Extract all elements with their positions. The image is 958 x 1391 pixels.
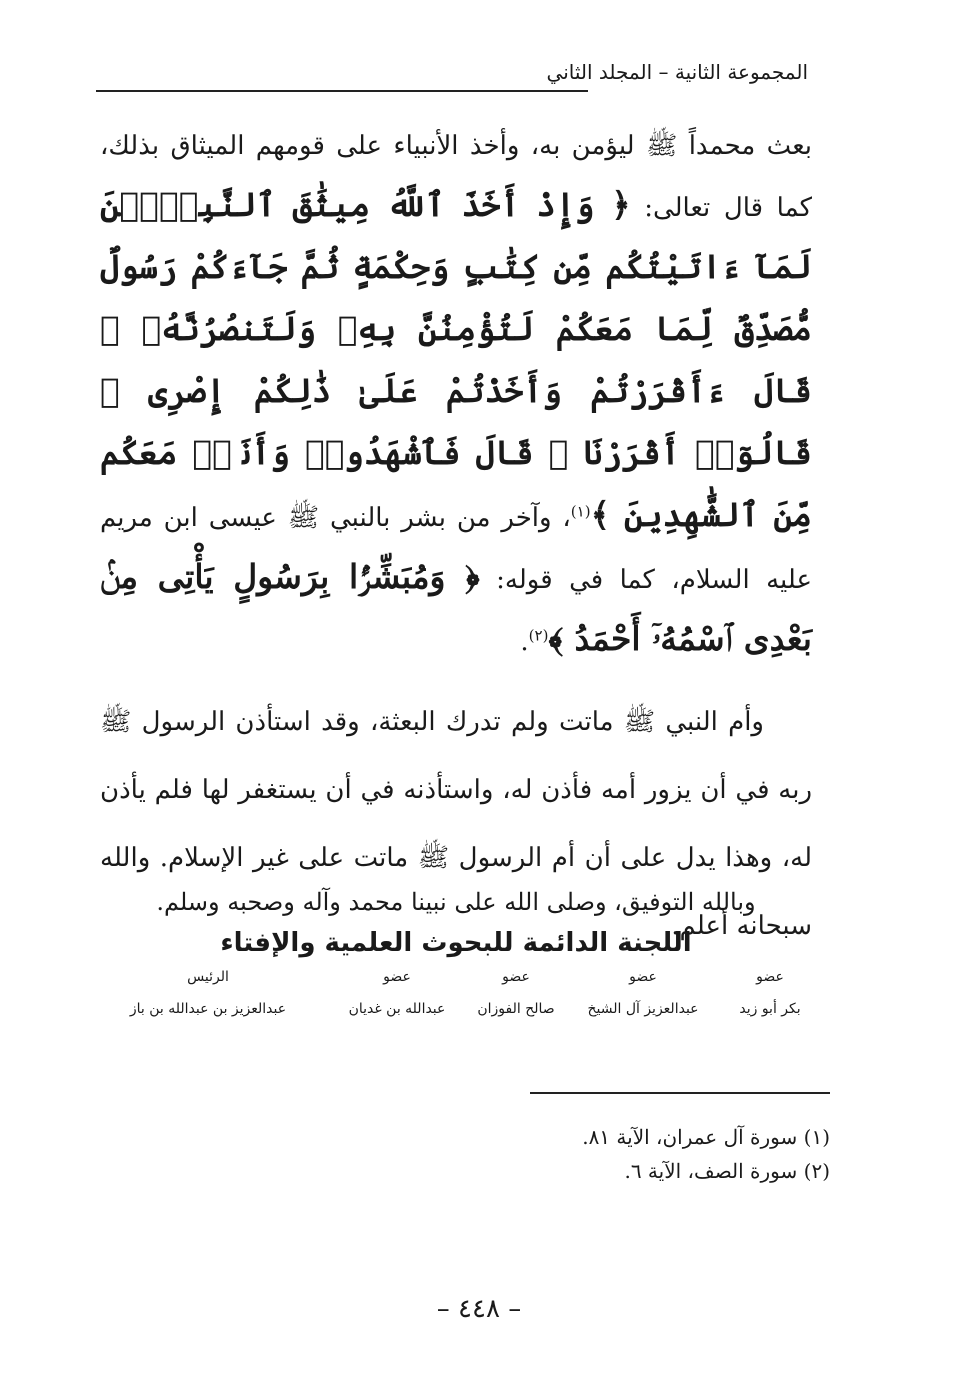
header-rule	[96, 90, 588, 92]
header-title: المجموعة الثانية – المجلد الثاني	[546, 60, 808, 84]
footnote-1: (١) سورة آل عمران، الآية ٨١.	[582, 1125, 830, 1149]
running-header	[96, 58, 808, 98]
signatory-name: عبدالله بن غديان	[348, 1001, 446, 1017]
signatory-name: عبدالعزيز بن عبدالله بن باز	[129, 1001, 287, 1017]
signatory-4	[338, 966, 456, 1020]
para1-intro: بعث محمداً ﷺ ليؤمن به، وأخذ الأنبياء على قومهم الميثاق بذلك، كما قال تعالى:	[100, 131, 812, 223]
quran-verse-2: ﴿ وَمُبَشِّرًۢا بِرَسُولٍ يَأْتِى مِنۢ بَعْدِى ٱسْمُهُۥٓ أَحْمَدُ ﴾	[100, 557, 812, 658]
signatory-1	[722, 966, 818, 1020]
signatory-role: عضو	[629, 969, 657, 985]
signatory-name: بكر أبو زيد	[739, 1001, 801, 1017]
page-number: – ٤٤٨ –	[436, 1294, 522, 1324]
signatory-name: صالح الفوزان	[477, 1001, 555, 1017]
paragraph-2: وأم النبي ﷺ ماتت ولم تدرك البعثة، وقد استأذن الرسول ﷺ ربه في أن يزور أمه فأذن له، واستأذنه في أن يستغفر لها فلم يأذن له، وهذا يدل على أن أم الرسول ﷺ ماتت على غير الإسلام. والله سبحانه أعلم.	[100, 707, 812, 941]
footnotes	[150, 1120, 830, 1188]
committee-name: اللجنة الدائمة للبحوث العلمية والإفتاء	[220, 928, 692, 958]
signatory-role: الرئيس	[187, 969, 229, 985]
signatory-role: عضو	[502, 969, 530, 985]
quran-verse-1: ﴿ وَإِذْ أَخَذَ ٱللَّهُ مِيثَٰقَ ٱلنَّبِيِّۧنَ لَمَآ ءَاتَيْتُكُم مِّن كِتَٰبٍ وَحِكْمَةٍ ثُمَّ جَآءَكُمْ رَسُولٌ مُّصَدِّقٌ لِّمَا مَعَكُمْ لَتُؤْمِنُنَّ بِهِۦ وَلَتَنصُرُنَّهُۥ ۚ قَالَ ءَأَقْرَرْتُمْ وَأَخَذْتُمْ عَلَىٰ ذَٰلِكُمْ إِصْرِى ۖ قَالُوٓا۟ أَقْرَرْنَا ۚ قَالَ فَٱشْهَدُوا۟ وَأَنَا۠ مَعَكُم مِّنَ ٱلشَّٰهِدِينَ ﴾	[100, 185, 813, 534]
signatory-3	[466, 966, 566, 1020]
footnote-2: (٢) سورة الصف، الآية ٦.	[624, 1159, 830, 1183]
signatory-role: عضو	[383, 969, 411, 985]
closing-line: وبالله التوفيق، وصلى الله على نبينا محمد وآله وصحبه وسلم.	[156, 888, 756, 916]
footnote-rule	[530, 1092, 830, 1094]
signatory-5	[98, 966, 318, 1020]
signatory-name: عبدالعزيز آل الشيخ	[587, 1001, 699, 1017]
main-text	[100, 118, 812, 960]
paragraph-1	[100, 118, 812, 670]
para1-end: .	[520, 627, 529, 657]
signatory-2	[572, 966, 714, 1020]
footnote-ref-2: (٢)	[528, 626, 549, 645]
para1-middle: ، وآخر من بشر بالنبي ﷺ عيسى ابن مريم عليه السلام، كما في قوله:	[100, 503, 812, 595]
signatory-role: عضو	[756, 969, 784, 985]
footnote-ref-1: (١)	[570, 502, 591, 521]
signatories	[98, 966, 818, 1046]
